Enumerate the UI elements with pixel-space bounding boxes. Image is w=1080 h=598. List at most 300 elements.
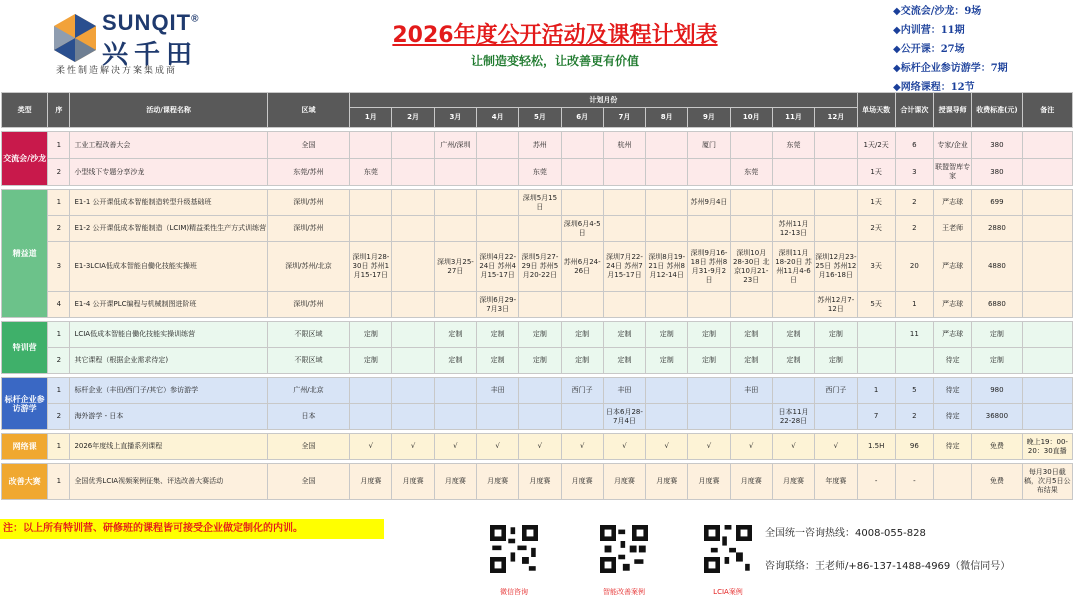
month-cell: 苏州 (519, 132, 561, 159)
fee-cell: 免费 (972, 434, 1022, 460)
teacher-cell: 待定 (934, 378, 972, 404)
month-cell (561, 132, 603, 159)
row-number: 1 (48, 464, 70, 500)
fee-cell: 2880 (972, 216, 1022, 242)
month-cell (688, 216, 730, 242)
month-cell: 厦门 (688, 132, 730, 159)
fee-cell: 定制 (972, 322, 1022, 348)
teacher-cell: 严志球 (934, 292, 972, 318)
month-cell (815, 190, 857, 216)
month-cell: 杭州 (603, 132, 645, 159)
course-name: E1-2 公开课低成本智能制造（LCIM)精益柔性生产方式训练营 (70, 216, 267, 242)
month-cell (434, 292, 476, 318)
table-row (2, 348, 1073, 374)
month-cell: 日本11月22-28日 (772, 404, 814, 430)
row-number: 1 (48, 322, 70, 348)
days-cell (857, 322, 895, 348)
region-cell: 日本 (267, 404, 350, 430)
remark-cell (1022, 242, 1072, 292)
brand-slogan: 柔性制造解决方案集成商 (56, 66, 178, 76)
month-cell (815, 159, 857, 186)
month-cell (730, 292, 772, 318)
month-cell: 定制 (646, 348, 688, 374)
total-cell: 96 (895, 434, 933, 460)
month-cell: 苏州6月24-26日 (561, 242, 603, 292)
region-cell: 东莞/苏州 (267, 159, 350, 186)
fee-cell: 380 (972, 132, 1022, 159)
month-cell: 月度赛 (688, 464, 730, 500)
month-cell (730, 216, 772, 242)
month-cell: √ (815, 434, 857, 460)
header-name: 活动/课程名称 (70, 93, 267, 128)
month-cell: 月度赛 (603, 464, 645, 500)
month-cell (392, 322, 434, 348)
month-cell (646, 159, 688, 186)
remark-cell (1022, 404, 1072, 430)
month-cell: 东莞 (350, 159, 392, 186)
table-row (2, 434, 1073, 460)
month-cell: 深圳5月15日 (519, 190, 561, 216)
header-month: 11月 (772, 108, 814, 128)
month-cell: 深圳6月29-7月3日 (477, 292, 519, 318)
month-cell (519, 292, 561, 318)
region-cell: 深圳/苏州/北京 (267, 242, 350, 292)
teacher-cell: 严志球 (934, 190, 972, 216)
header-region: 区域 (267, 93, 350, 128)
remark-cell (1022, 216, 1072, 242)
header-days: 单场天数 (857, 93, 895, 128)
days-cell: 1 (857, 378, 895, 404)
brand-name: SUNQIT® (102, 10, 200, 35)
month-cell (646, 404, 688, 430)
region-cell: 深圳/苏州 (267, 190, 350, 216)
category-label: 改善大赛 (2, 464, 48, 500)
teacher-cell: 严志球 (934, 242, 972, 292)
month-cell (646, 292, 688, 318)
month-cell (561, 292, 603, 318)
month-cell: √ (688, 434, 730, 460)
days-cell: 2天 (857, 216, 895, 242)
remark-cell (1022, 292, 1072, 318)
month-cell: 深圳9月16-18日 苏州8月31-9月2日 (688, 242, 730, 292)
header-month: 5月 (519, 108, 561, 128)
category-label: 交流会/沙龙 (2, 132, 48, 186)
month-cell (392, 242, 434, 292)
days-cell (857, 348, 895, 374)
month-cell (603, 292, 645, 318)
month-cell: √ (603, 434, 645, 460)
region-cell: 全国 (267, 132, 350, 159)
fee-cell: 免费 (972, 464, 1022, 500)
course-name: E1-3LCIA低成本智能自働化技能实操班 (70, 242, 267, 292)
brand-name-cn: 兴千田 (102, 40, 199, 70)
table-row (2, 132, 1073, 159)
qr-caption: 微信咨询 (500, 588, 528, 596)
month-cell: 深圳11月18-20日 苏州11月4-6日 (772, 242, 814, 292)
month-cell: 定制 (561, 348, 603, 374)
month-cell: 月度赛 (561, 464, 603, 500)
remark-cell (1022, 322, 1072, 348)
table-row (2, 404, 1073, 430)
total-cell (895, 348, 933, 374)
category-label: 特训营 (2, 322, 48, 374)
month-cell (646, 216, 688, 242)
month-cell: 西门子 (815, 378, 857, 404)
table-row (2, 216, 1073, 242)
month-cell (477, 159, 519, 186)
month-cell (392, 159, 434, 186)
teacher-cell: 待定 (934, 434, 972, 460)
course-name: E1-4 公开课PLC编程与机械制图进阶班 (70, 292, 267, 318)
table-row (2, 242, 1073, 292)
days-cell: 3天 (857, 242, 895, 292)
month-cell: 深圳6月4-5日 (561, 216, 603, 242)
month-cell: 定制 (730, 322, 772, 348)
fee-cell: 定制 (972, 348, 1022, 374)
stats-list (893, 2, 1008, 97)
header-month: 4月 (477, 108, 519, 128)
table-row (2, 159, 1073, 186)
month-cell (477, 404, 519, 430)
row-number: 2 (48, 348, 70, 374)
month-cell: 定制 (434, 322, 476, 348)
total-cell: - (895, 464, 933, 500)
row-number: 3 (48, 242, 70, 292)
table-row (2, 464, 1073, 500)
header-type: 类型 (2, 93, 48, 128)
month-cell: 丰田 (477, 378, 519, 404)
month-cell (350, 190, 392, 216)
month-cell (477, 216, 519, 242)
qr-caption: 智能改善案例 (603, 588, 645, 596)
days-cell: 1天 (857, 159, 895, 186)
header-plan: 计划月份 (350, 93, 857, 108)
total-cell: 6 (895, 132, 933, 159)
month-cell: 苏州12月7-12日 (815, 292, 857, 318)
fee-cell: 699 (972, 190, 1022, 216)
remark-cell (1022, 190, 1072, 216)
header-month: 8月 (646, 108, 688, 128)
month-cell: 深圳1月28-30日 苏州1月15-17日 (350, 242, 392, 292)
hexagon-logo-icon (50, 12, 100, 62)
month-cell (772, 292, 814, 318)
month-cell: 月度赛 (519, 464, 561, 500)
row-number: 1 (48, 434, 70, 460)
month-cell (815, 132, 857, 159)
month-cell (434, 216, 476, 242)
table-row (2, 190, 1073, 216)
month-cell: √ (561, 434, 603, 460)
remark-cell: 晚上19：00-20：30直播 (1022, 434, 1072, 460)
region-cell: 深圳/苏州 (267, 216, 350, 242)
month-cell (519, 378, 561, 404)
fee-cell: 6880 (972, 292, 1022, 318)
month-cell: 定制 (434, 348, 476, 374)
header-month: 3月 (434, 108, 476, 128)
month-cell: 深圳3月25-27日 (434, 242, 476, 292)
month-cell (392, 378, 434, 404)
row-number: 2 (48, 159, 70, 186)
fee-cell: 36800 (972, 404, 1022, 430)
month-cell (477, 190, 519, 216)
month-cell (772, 190, 814, 216)
month-cell: 月度赛 (392, 464, 434, 500)
month-cell: 定制 (688, 348, 730, 374)
month-cell: 深圳4月22-24日 苏州4月15-17日 (477, 242, 519, 292)
month-cell (646, 378, 688, 404)
month-cell (561, 404, 603, 430)
course-name: LCIA低成本智能自働化技能实操训练营 (70, 322, 267, 348)
hotline: 全国统一咨询热线：4008-055-828 (765, 528, 926, 539)
month-cell (561, 159, 603, 186)
header-month: 1月 (350, 108, 392, 128)
header-month: 7月 (603, 108, 645, 128)
region-cell: 全国 (267, 434, 350, 460)
month-cell: √ (772, 434, 814, 460)
month-cell: 日本6月28-7月4日 (603, 404, 645, 430)
month-cell: 丰田 (603, 378, 645, 404)
row-number: 4 (48, 292, 70, 318)
month-cell (688, 292, 730, 318)
total-cell: 5 (895, 378, 933, 404)
month-cell: 月度赛 (646, 464, 688, 500)
days-cell: 1天 (857, 190, 895, 216)
month-cell: √ (646, 434, 688, 460)
month-cell: 东莞 (772, 132, 814, 159)
total-cell: 1 (895, 292, 933, 318)
total-cell: 11 (895, 322, 933, 348)
month-cell: 定制 (519, 322, 561, 348)
fee-cell: 380 (972, 159, 1022, 186)
course-name: 海外游学 - 日本 (70, 404, 267, 430)
month-cell: 定制 (772, 322, 814, 348)
month-cell (350, 404, 392, 430)
category-label: 标杆企业参访游学 (2, 378, 48, 430)
course-name: 全国优秀LCIA视频案例征集、评选改善大赛活动 (70, 464, 267, 500)
month-cell (392, 216, 434, 242)
stat-item: ◆公开课：27场 (893, 44, 965, 55)
month-cell: 苏州11月12-13日 (772, 216, 814, 242)
remark-cell (1022, 348, 1072, 374)
table-row (2, 292, 1073, 318)
header-remark: 备注 (1022, 93, 1072, 128)
month-cell (434, 159, 476, 186)
month-cell: 定制 (350, 348, 392, 374)
month-cell: 定制 (477, 322, 519, 348)
month-cell (434, 190, 476, 216)
days-cell: 1天/2天 (857, 132, 895, 159)
fee-cell: 4880 (972, 242, 1022, 292)
month-cell (815, 216, 857, 242)
course-name: 2026年度线上直播系列课程 (70, 434, 267, 460)
remark-cell (1022, 159, 1072, 186)
schedule-table (1, 92, 1073, 500)
stat-item: ◆内训营：11期 (893, 25, 965, 36)
month-cell (646, 190, 688, 216)
course-name: 小型线下专题分享沙龙 (70, 159, 267, 186)
row-number: 1 (48, 132, 70, 159)
month-cell: 定制 (519, 348, 561, 374)
month-cell: 月度赛 (350, 464, 392, 500)
days-cell: 5天 (857, 292, 895, 318)
course-name: 标杆企业（丰田/西门子/其它）参访游学 (70, 378, 267, 404)
month-cell: 月度赛 (730, 464, 772, 500)
header-total: 合计课次 (895, 93, 933, 128)
month-cell: 月度赛 (772, 464, 814, 500)
month-cell (561, 190, 603, 216)
month-cell (392, 292, 434, 318)
month-cell (815, 404, 857, 430)
month-cell (688, 378, 730, 404)
month-cell (434, 378, 476, 404)
header-month: 6月 (561, 108, 603, 128)
month-cell (730, 132, 772, 159)
teacher-cell: 联盟智库专家 (934, 159, 972, 186)
month-cell (772, 159, 814, 186)
region-cell: 不限区域 (267, 348, 350, 374)
total-cell: 2 (895, 404, 933, 430)
month-cell: 定制 (815, 322, 857, 348)
table-row (2, 322, 1073, 348)
month-cell: 定制 (772, 348, 814, 374)
teacher-cell: 严志球 (934, 322, 972, 348)
month-cell (688, 159, 730, 186)
month-cell: 年度赛 (815, 464, 857, 500)
header-month: 10月 (730, 108, 772, 128)
month-cell (519, 404, 561, 430)
month-cell: 西门子 (561, 378, 603, 404)
header-month: 2月 (392, 108, 434, 128)
category-label: 精益道 (2, 190, 48, 318)
remark-cell: 每月30日截稿，次月5日公布结果 (1022, 464, 1072, 500)
month-cell: 月度赛 (434, 464, 476, 500)
teacher-cell (934, 464, 972, 500)
row-number: 1 (48, 378, 70, 404)
month-cell: 深圳12月23-25日 苏州12月16-18日 (815, 242, 857, 292)
qr-code-icon (704, 525, 752, 573)
header-teacher: 授课导师 (934, 93, 972, 128)
month-cell (646, 132, 688, 159)
region-cell: 深圳/苏州 (267, 292, 350, 318)
row-number: 1 (48, 190, 70, 216)
month-cell (392, 132, 434, 159)
days-cell: 7 (857, 404, 895, 430)
row-number: 2 (48, 216, 70, 242)
days-cell: - (857, 464, 895, 500)
month-cell (392, 404, 434, 430)
month-cell: 定制 (561, 322, 603, 348)
teacher-cell: 待定 (934, 348, 972, 374)
month-cell: 苏州9月4日 (688, 190, 730, 216)
month-cell: 定制 (477, 348, 519, 374)
total-cell: 2 (895, 190, 933, 216)
category-label: 网络课 (2, 434, 48, 460)
month-cell (392, 190, 434, 216)
contact-info: 咨询联络：王老师/+86-137-1488-4969（微信同号） (765, 561, 1011, 572)
month-cell (350, 216, 392, 242)
stat-item: ◆标杆企业参访游学：7期 (893, 63, 1008, 74)
month-cell: 定制 (603, 348, 645, 374)
month-cell: 广州/深圳 (434, 132, 476, 159)
month-cell: √ (519, 434, 561, 460)
course-name: E1-1 公开课低成本智能制造转型升级基础班 (70, 190, 267, 216)
month-cell: 定制 (646, 322, 688, 348)
month-cell (350, 292, 392, 318)
month-cell: √ (477, 434, 519, 460)
month-cell (477, 132, 519, 159)
stat-item: ◆网络课程：12节 (893, 82, 975, 93)
total-cell: 2 (895, 216, 933, 242)
logo (48, 10, 218, 74)
header-fee: 收费标准(元) (972, 93, 1022, 128)
page-title: 2026年度公开活动及课程计划表 (392, 23, 718, 48)
month-cell: 定制 (603, 322, 645, 348)
month-cell: 深圳7月22-24日 苏州7月15-17日 (603, 242, 645, 292)
table-row (2, 378, 1073, 404)
qr-code-icon (600, 525, 648, 573)
month-cell (350, 132, 392, 159)
footer-note: 注：以上所有特训营、研修班的课程皆可接受企业做定制化的内训。 (0, 519, 384, 539)
month-cell (603, 159, 645, 186)
total-cell: 20 (895, 242, 933, 292)
month-cell: 定制 (730, 348, 772, 374)
remark-cell (1022, 132, 1072, 159)
month-cell: 东莞 (730, 159, 772, 186)
month-cell: 定制 (350, 322, 392, 348)
month-cell (519, 216, 561, 242)
month-cell: 东莞 (519, 159, 561, 186)
month-cell (603, 190, 645, 216)
month-cell: √ (392, 434, 434, 460)
remark-cell (1022, 378, 1072, 404)
total-cell: 3 (895, 159, 933, 186)
month-cell (772, 378, 814, 404)
month-cell (603, 216, 645, 242)
month-cell (688, 404, 730, 430)
course-name: 工业工程改善大会 (70, 132, 267, 159)
teacher-cell: 待定 (934, 404, 972, 430)
month-cell (350, 378, 392, 404)
header-month: 9月 (688, 108, 730, 128)
teacher-cell: 专家/企业 (934, 132, 972, 159)
month-cell: 深圳8月19-21日 苏州8月12-14日 (646, 242, 688, 292)
days-cell: 1.5H (857, 434, 895, 460)
qr-caption: LCIA案例 (713, 588, 743, 596)
month-cell (730, 404, 772, 430)
month-cell: √ (434, 434, 476, 460)
page-subtitle: 让制造变轻松，让改善更有价值 (470, 54, 639, 68)
stat-item: ◆交流会/沙龙：9场 (893, 6, 982, 17)
region-cell: 广州/北京 (267, 378, 350, 404)
qr-code-icon (490, 525, 538, 573)
month-cell: 定制 (815, 348, 857, 374)
month-cell: 定制 (688, 322, 730, 348)
month-cell (392, 348, 434, 374)
region-cell: 全国 (267, 464, 350, 500)
teacher-cell: 王老师 (934, 216, 972, 242)
header-no: 序 (48, 93, 70, 128)
month-cell: 月度赛 (477, 464, 519, 500)
month-cell: 深圳5月27-29日 苏州5月20-22日 (519, 242, 561, 292)
month-cell: 丰田 (730, 378, 772, 404)
header-month: 12月 (815, 108, 857, 128)
month-cell: √ (730, 434, 772, 460)
month-cell: 深圳10月28-30日 北京10月21-23日 (730, 242, 772, 292)
fee-cell: 980 (972, 378, 1022, 404)
row-number: 2 (48, 404, 70, 430)
course-name: 其它课程（根据企业需求待定) (70, 348, 267, 374)
region-cell: 不限区域 (267, 322, 350, 348)
